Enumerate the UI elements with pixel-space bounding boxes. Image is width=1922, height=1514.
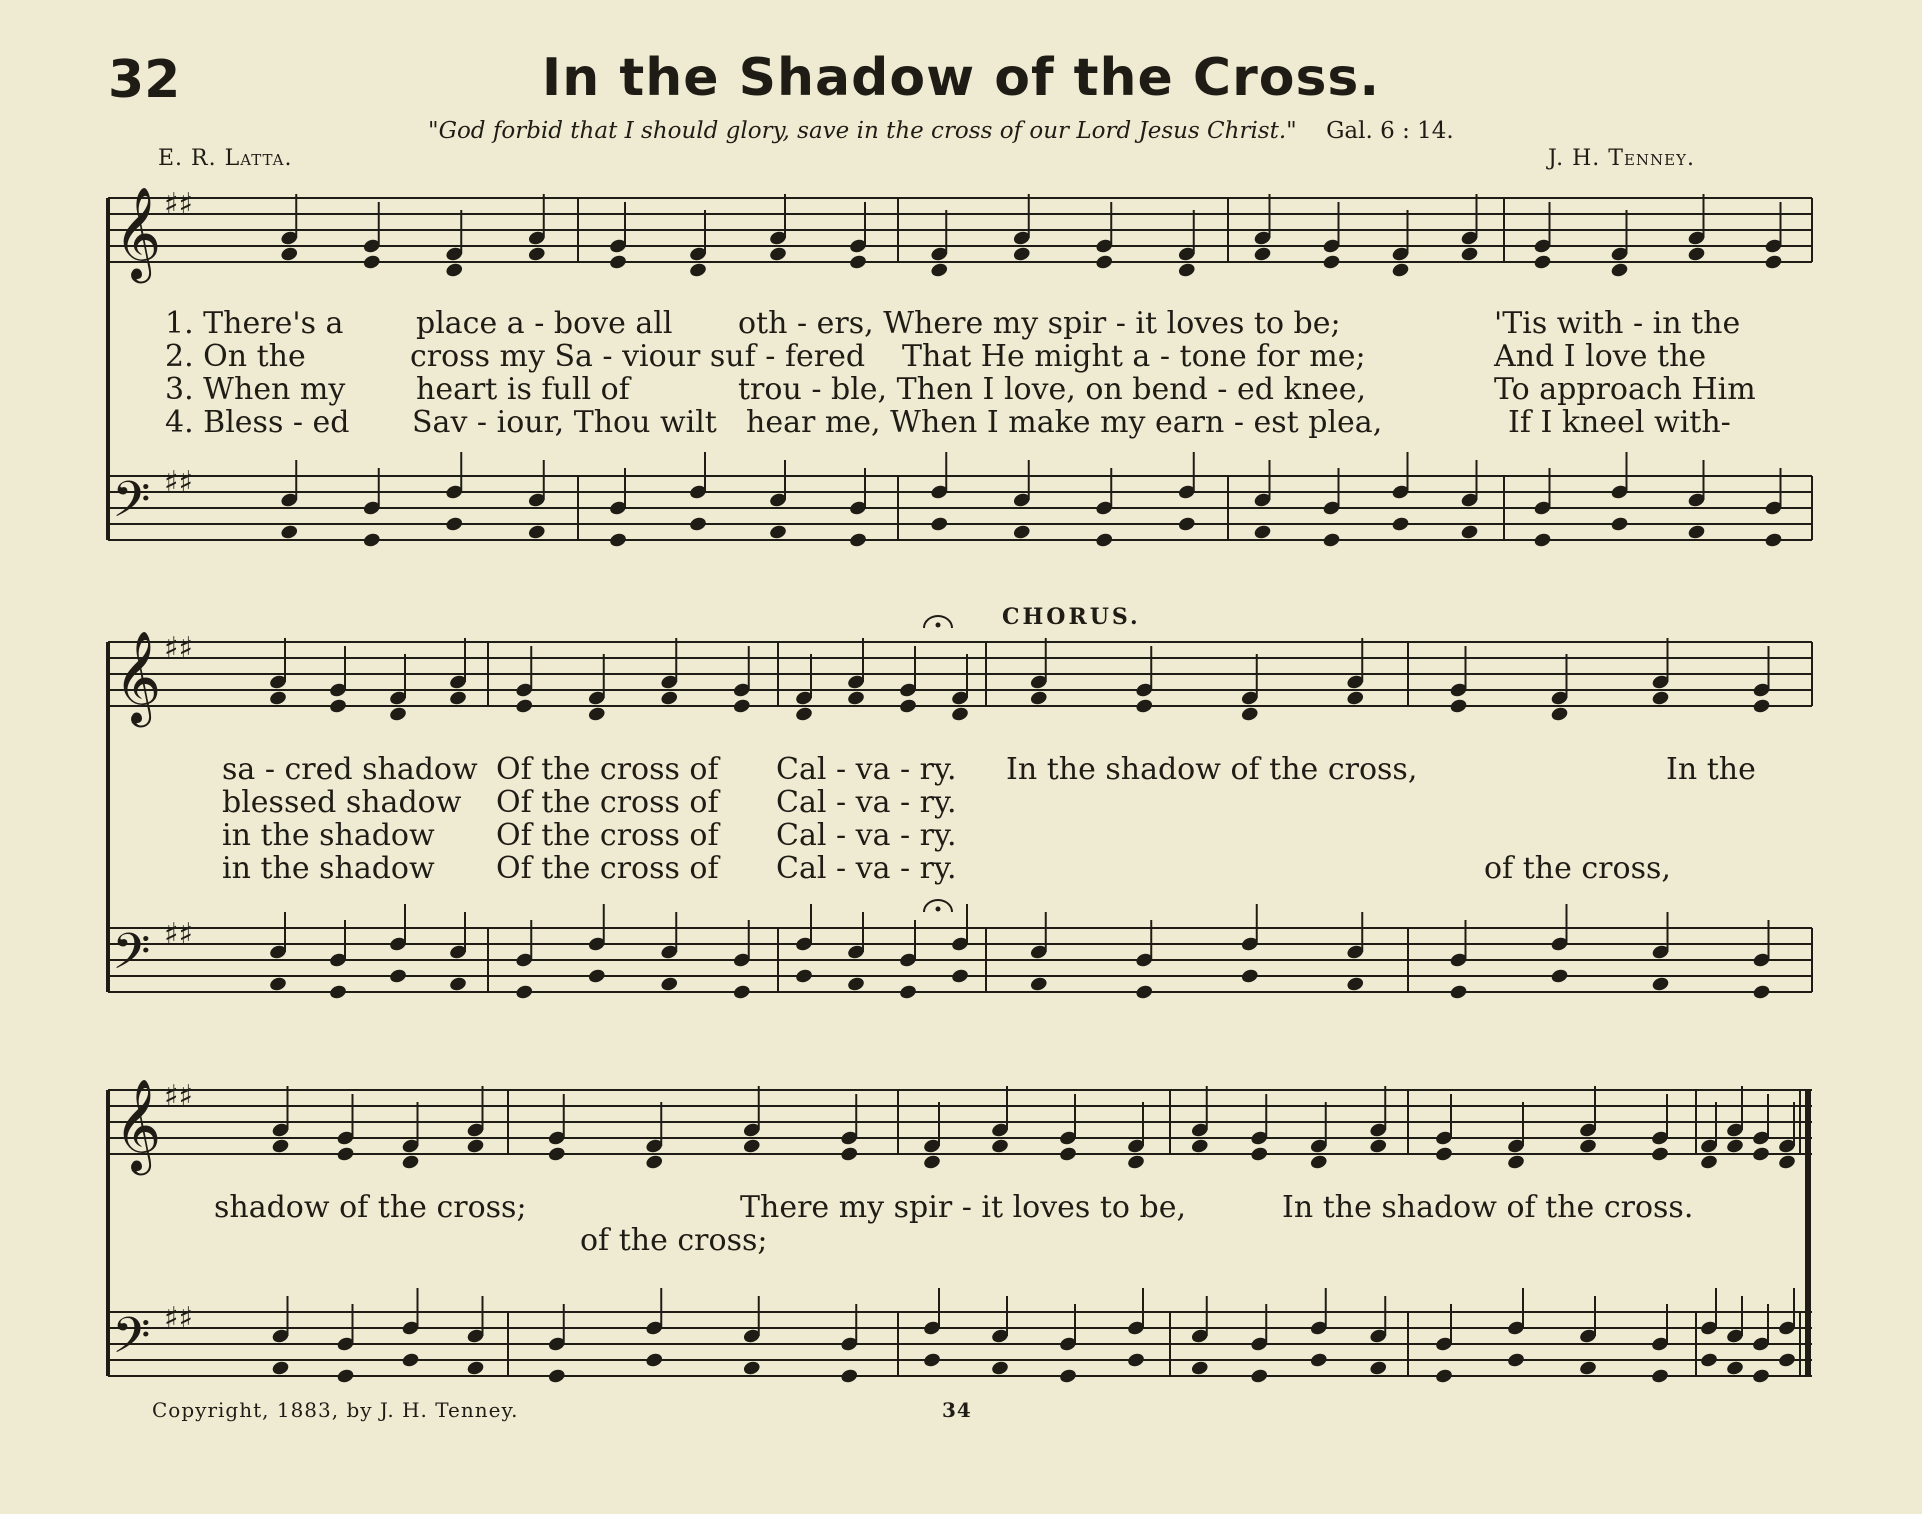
system-1-treble-note [608, 254, 627, 271]
system-2-bass-note [515, 984, 534, 1001]
system-1-bass-note [930, 516, 949, 533]
lyric-s2-verse3-c: Cal - va - ry. [776, 818, 957, 853]
lyric-s2-verse4-b: Of the cross of [496, 851, 719, 886]
system-2-treble-note [1240, 706, 1259, 723]
system-3-treble-note [1725, 1138, 1744, 1155]
system-1-treble-note [1610, 262, 1629, 279]
lyric-verse4-d: If I kneel with- [1508, 405, 1731, 440]
system-3-bass-note [401, 1352, 420, 1369]
system-1-bass-note [768, 524, 787, 541]
system-3-treble-note [645, 1154, 664, 1171]
system-1-treble-note [848, 254, 867, 271]
system-1-bass-note [848, 532, 867, 549]
system-1-bass-note [1533, 532, 1552, 549]
system-1-bass-note [280, 524, 299, 541]
lyric-s3-line1-c: In the shadow of the cross. [1282, 1190, 1694, 1225]
system-3-treble-note [840, 1146, 859, 1163]
lyric-verse2-d: And I love the [1494, 339, 1707, 374]
system-2-bass-note [268, 976, 287, 993]
lyric-s2-verse1-a: sa - cred shadow [222, 752, 478, 787]
lyric-verse1-a: 1. There's a [165, 306, 344, 341]
fermata-dot [936, 907, 941, 912]
system-1-treble-note [362, 254, 381, 271]
system-1-bass-note [445, 516, 464, 533]
system-1-bass-clef: 𝄢 [112, 471, 151, 541]
system-2-treble-note [846, 690, 865, 707]
composer: J. H. Tenney. [1548, 146, 1695, 171]
chorus-label: CHORUS. [1002, 604, 1141, 630]
system-3-bass-note [922, 1352, 941, 1369]
system-1-treble-note [1687, 246, 1706, 263]
system-2-bass-note [732, 984, 751, 1001]
system-2-bass-note [448, 976, 467, 993]
system-2-treble-note [1029, 690, 1048, 707]
system-1-treble-note [1764, 254, 1783, 271]
system-2-treble-note [950, 706, 969, 723]
lyric-verse3-b: heart is full of [416, 372, 630, 407]
system-2-bass-note [1240, 968, 1259, 985]
epigraph-reference: Gal. 6 : 14. [1326, 118, 1454, 144]
lyric-verse3-a: 3. When my [165, 372, 346, 407]
system-2-key-signature: ♯♯ [164, 631, 194, 666]
system-3-bass-note [547, 1368, 566, 1385]
system-3-treble-clef: 𝄞 [114, 1078, 162, 1171]
system-2-bass-note [660, 976, 679, 993]
system-2-treble-note [1449, 698, 1468, 715]
system-1-key-signature-bass: ♯♯ [164, 465, 194, 500]
system-3-treble-note [742, 1138, 761, 1155]
system-3-bass-note [1250, 1368, 1269, 1385]
lyric-verse3-d: To approach Him [1494, 372, 1756, 407]
system-3-bass-note [1434, 1368, 1453, 1385]
system-2-bass-note [388, 968, 407, 985]
system-2-treble-clef: 𝄞 [114, 630, 162, 723]
system-3-treble-note [466, 1138, 485, 1155]
system-1-bass-note [688, 516, 707, 533]
system-3-bass-note [1506, 1352, 1525, 1369]
lyric-s2-verse1-b: Of the cross of [496, 752, 719, 787]
lyric-s2-verse2-a: blessed shadow [222, 785, 462, 820]
system-3-bass-note [1650, 1368, 1669, 1385]
system-3-bass-note [1190, 1360, 1209, 1377]
system-2-treble-note [448, 690, 467, 707]
system-1-bass-note [1764, 532, 1783, 549]
system-1-key-signature: ♯♯ [164, 187, 194, 222]
system-3-bass-note [1309, 1352, 1328, 1369]
lyric-s2-verse2-b: Of the cross of [496, 785, 719, 820]
lyric-s2-verse1-c: Cal - va - ry. [776, 752, 957, 787]
lyric-s2-verse4-d: of the cross, [1484, 851, 1671, 886]
system-1-treble-note [1177, 262, 1196, 279]
system-3-treble-note [1751, 1146, 1770, 1163]
system-3-treble-note [1506, 1154, 1525, 1171]
system-2-bass-note [1449, 984, 1468, 1001]
system-3-bass-note [1725, 1360, 1744, 1377]
system-1-treble-note [1322, 254, 1341, 271]
system-3-bass-note [1126, 1352, 1145, 1369]
system-3-treble-note [1369, 1138, 1388, 1155]
lyricist: E. R. Latta. [158, 146, 293, 171]
system-2-bass-note [328, 984, 347, 1001]
system-3-treble-note [990, 1138, 1009, 1155]
system-2-key-signature-bass: ♯♯ [164, 917, 194, 952]
system-1-treble-note [930, 262, 949, 279]
lyric-verse1-b: place a - bove all [416, 306, 673, 341]
lyric-s2-verse4-a: in the shadow [222, 851, 435, 886]
system-3-key-signature: ♯♯ [164, 1079, 194, 1114]
system-1-treble-note [445, 262, 464, 279]
lyric-verse1-c: oth - ers, Where my spir - it loves to be; [738, 306, 1341, 341]
lyric-verse4-b: Sav - iour, Thou wilt [412, 405, 717, 440]
system-1-treble-note [1533, 254, 1552, 271]
system-3-bass-note [1369, 1360, 1388, 1377]
system-3-treble-note [1699, 1154, 1718, 1171]
system-3-bass-note [990, 1360, 1009, 1377]
system-3-treble-note [271, 1138, 290, 1155]
system-3-treble-note [336, 1146, 355, 1163]
system-2-treble-note [515, 698, 534, 715]
lyric-verse1-d: 'Tis with - in the [1494, 306, 1741, 341]
system-3-bass-clef: 𝄢 [112, 1307, 151, 1377]
lyric-s2-verse3-b: Of the cross of [496, 818, 719, 853]
system-3-treble-note [1126, 1154, 1145, 1171]
system-3-bass-note [336, 1368, 355, 1385]
system-2-treble-note [794, 706, 813, 723]
system-3-treble-note [547, 1146, 566, 1163]
system-2-treble-note [1752, 698, 1771, 715]
system-3-treble-note [1434, 1146, 1453, 1163]
system-2-treble-note [1346, 690, 1365, 707]
system-2-bass-note [846, 976, 865, 993]
system-1-bass-note [1460, 524, 1479, 541]
system-1-bass-note [527, 524, 546, 541]
system-3-treble-note [1578, 1138, 1597, 1155]
system-3-bass-note [1751, 1368, 1770, 1385]
system-2-treble-note [587, 706, 606, 723]
system-3-bass-note [742, 1360, 761, 1377]
system-2-bass-note [1550, 968, 1569, 985]
lyric-verse3-c: trou - ble, Then I love, on bend - ed knee, [738, 372, 1367, 407]
lyric-s2-verse1-e: In the [1666, 752, 1756, 787]
hymn-title: In the Shadow of the Cross. [541, 48, 1381, 108]
system-2-bass-note [1752, 984, 1771, 1001]
system-2-bass-note [1651, 976, 1670, 993]
system-1-bass-note [1687, 524, 1706, 541]
lyric-verse2-b: cross my Sa - viour suf - fered [410, 339, 866, 374]
fermata-dot [936, 623, 941, 628]
system-1-treble-note [1095, 254, 1114, 271]
epigraph-quote: "God forbid that I should glory, save in the cross of our Lord Jesus Christ." [428, 118, 1297, 144]
system-3-bass-note [466, 1360, 485, 1377]
system-1-treble-note [1012, 246, 1031, 263]
lyric-s3-line2-a: of the cross; [580, 1223, 768, 1258]
lyric-s2-verse3-a: in the shadow [222, 818, 435, 853]
system-2-treble-note [328, 698, 347, 715]
page-number: 34 [942, 1398, 972, 1422]
system-3-bass-note [1777, 1352, 1796, 1369]
system-3-treble-note [1190, 1138, 1209, 1155]
system-2-treble-note [1550, 706, 1569, 723]
system-2-treble-note [268, 690, 287, 707]
system-2-treble-note [388, 706, 407, 723]
system-1-treble-note [1253, 246, 1272, 263]
lyric-s2-verse1-d: In the shadow of the cross, [1006, 752, 1418, 787]
system-2-bass-clef: 𝄢 [112, 923, 151, 993]
system-3-bass-note [1578, 1360, 1597, 1377]
system-3-treble-note [922, 1154, 941, 1171]
system-1-treble-note [1460, 246, 1479, 263]
system-1-bass-note [1391, 516, 1410, 533]
system-2-treble-note [732, 698, 751, 715]
lyric-s3-line1-b: There my spir - it loves to be, [740, 1190, 1187, 1225]
system-3-key-signature-bass: ♯♯ [164, 1301, 194, 1336]
system-2-bass-note [1135, 984, 1154, 1001]
system-1-bass-note [1253, 524, 1272, 541]
system-3-bass-note [271, 1360, 290, 1377]
system-2-bass-note [587, 968, 606, 985]
lyric-s2-verse4-c: Cal - va - ry. [776, 851, 957, 886]
lyric-verse4-c: hear me, When I make my earn - est plea, [746, 405, 1383, 440]
system-1-treble-note [280, 246, 299, 263]
system-2-bass-note [950, 968, 969, 985]
system-2-bass-note [1029, 976, 1048, 993]
system-2-treble-note [1651, 690, 1670, 707]
lyric-verse4-a: 4. Bless - ed [165, 405, 350, 440]
system-2-bass-note [898, 984, 917, 1001]
system-1-treble-note [1391, 262, 1410, 279]
system-1-bass-note [1177, 516, 1196, 533]
system-1-bass-note [1610, 516, 1629, 533]
system-3-treble-note [1250, 1146, 1269, 1163]
system-3-treble-note [1777, 1154, 1796, 1171]
system-2-bass-note [794, 968, 813, 985]
hymn-number: 32 [108, 50, 181, 110]
system-1-bass-note [1012, 524, 1031, 541]
system-2-treble-note [660, 690, 679, 707]
system-1-bass-note [1322, 532, 1341, 549]
copyright-notice: Copyright, 1883, by J. H. Tenney. [152, 1398, 519, 1422]
system-1-bass-note [1095, 532, 1114, 549]
system-3-bass-note [1058, 1368, 1077, 1385]
system-3-bass-note [645, 1352, 664, 1369]
lyric-s2-verse2-c: Cal - va - ry. [776, 785, 957, 820]
system-2-treble-note [1135, 698, 1154, 715]
system-3-bass-note [1699, 1352, 1718, 1369]
system-3-treble-note [401, 1154, 420, 1171]
lyric-verse2-a: 2. On the [165, 339, 306, 374]
system-1-treble-note [688, 262, 707, 279]
system-3-treble-note [1650, 1146, 1669, 1163]
system-2-treble-note [898, 698, 917, 715]
system-3-treble-note [1058, 1146, 1077, 1163]
lyric-verse2-c: That He might a - tone for me; [902, 339, 1366, 374]
lyric-s3-line1-a: shadow of the cross; [214, 1190, 527, 1225]
system-1-treble-note [527, 246, 546, 263]
system-1-bass-note [362, 532, 381, 549]
system-1-bass-note [608, 532, 627, 549]
system-2-bass-note [1346, 976, 1365, 993]
system-3-treble-note [1309, 1154, 1328, 1171]
system-3-bass-note [840, 1368, 859, 1385]
system-1-treble-note [768, 246, 787, 263]
system-1-treble-clef: 𝄞 [114, 186, 162, 279]
